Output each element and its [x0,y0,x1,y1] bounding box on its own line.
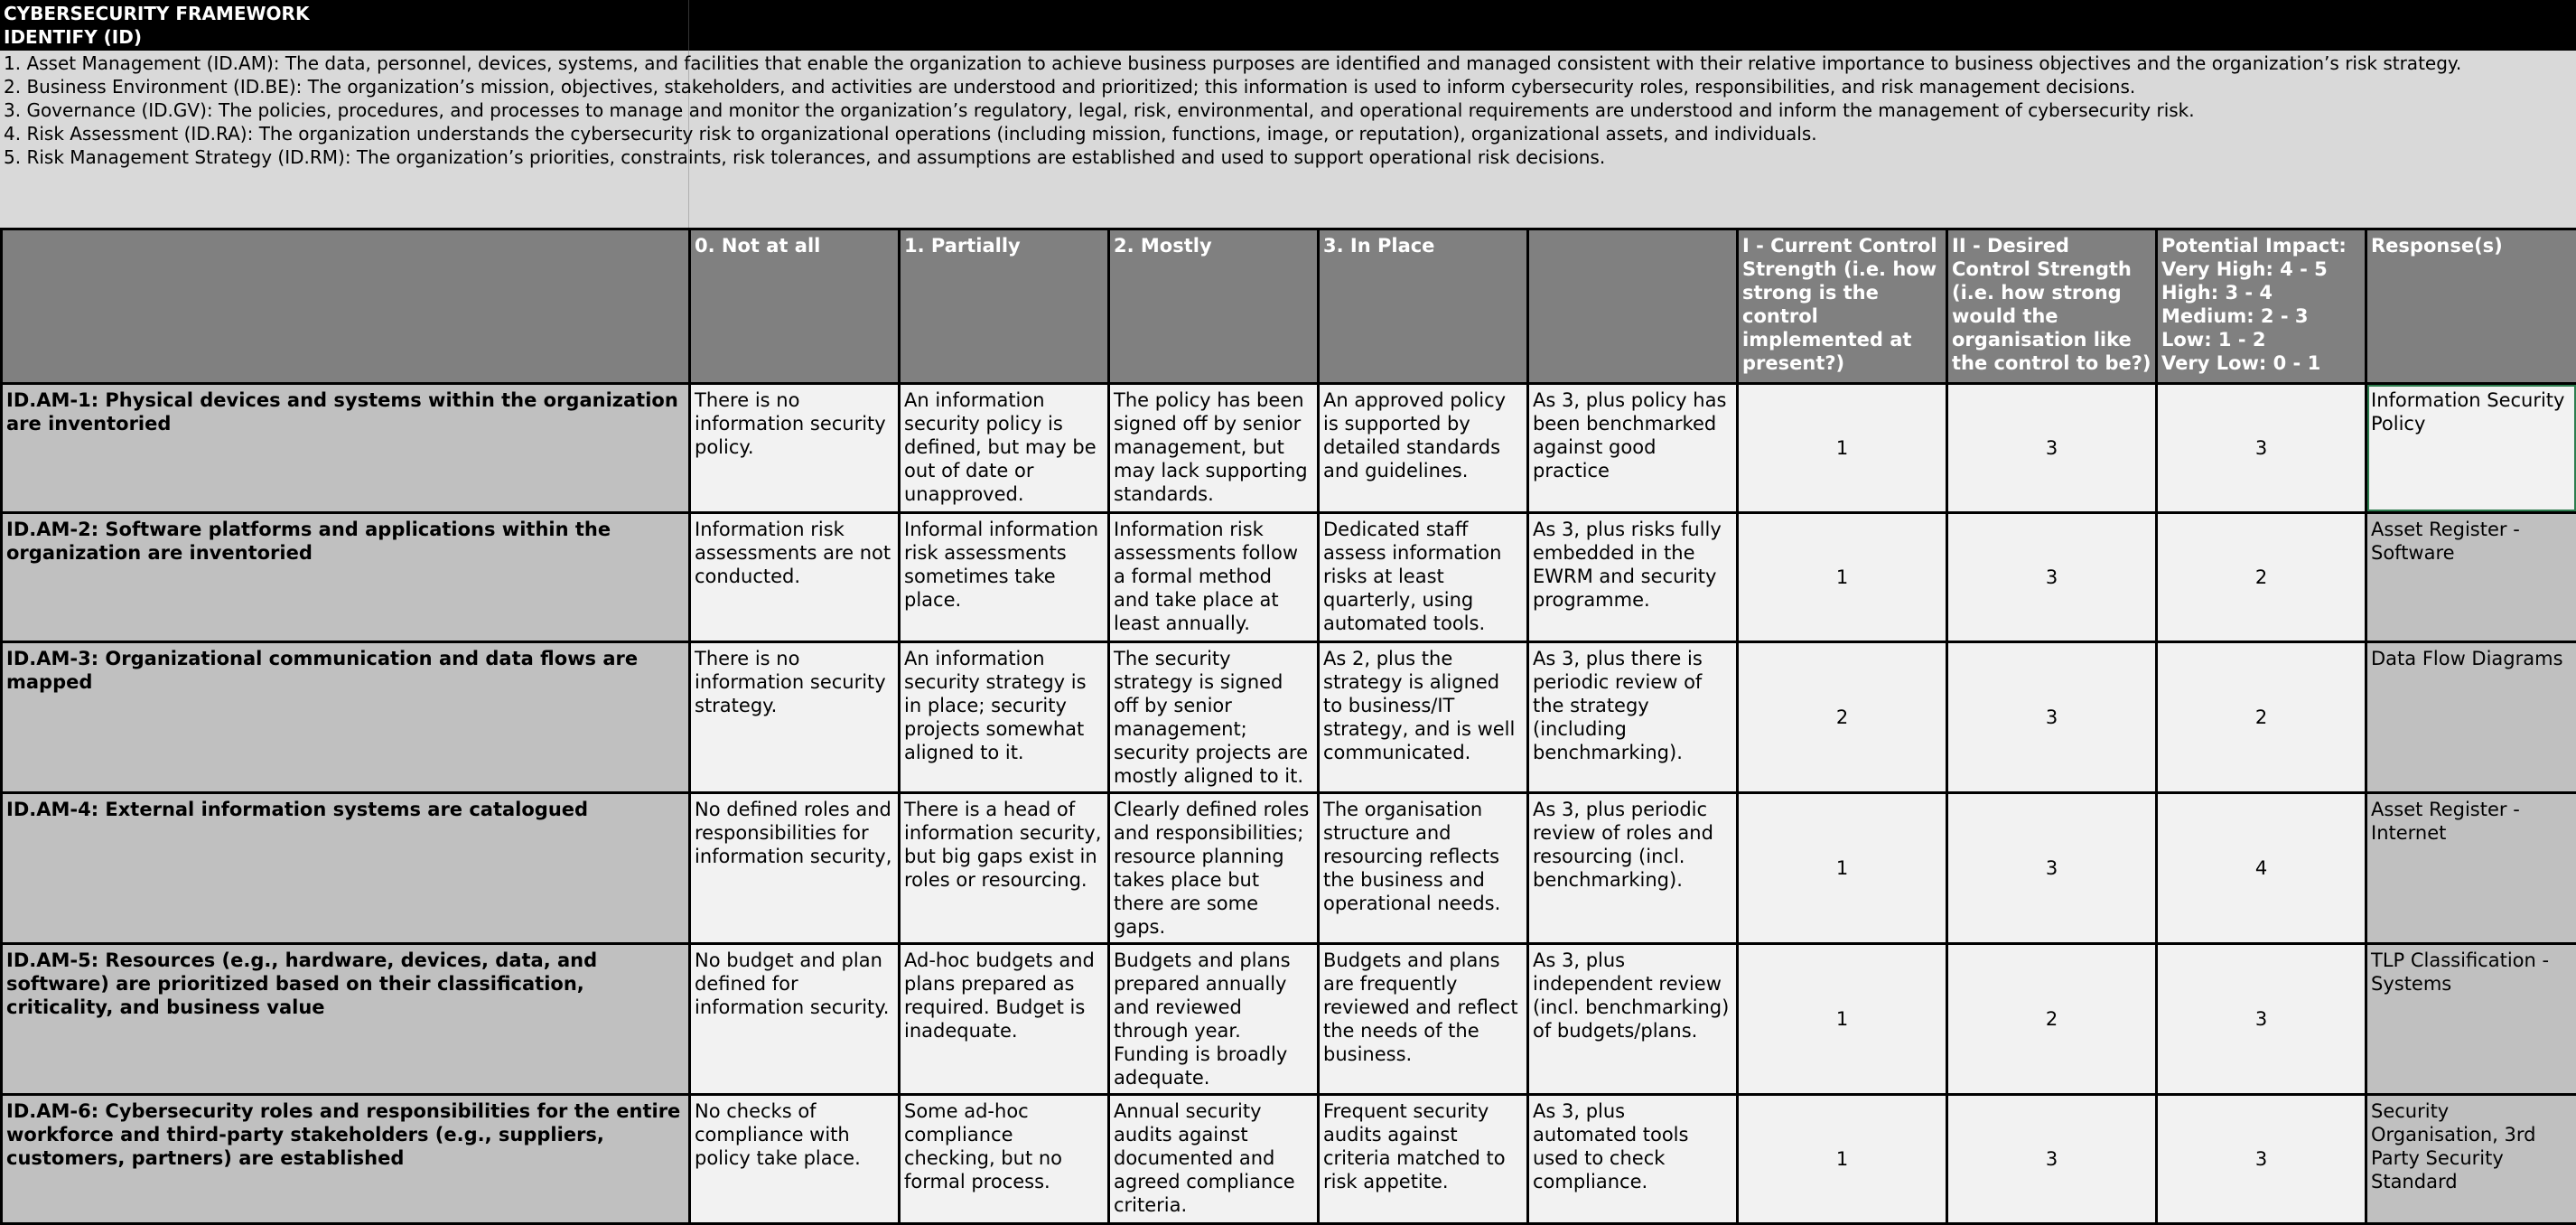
current-strength-cell[interactable]: 1 [1738,793,1947,944]
potential-impact-cell[interactable]: 2 [2157,513,2366,642]
desired-strength-cell[interactable]: 3 [1947,793,2157,944]
in-place-cell[interactable]: Dedicated staff assess information risks at least quarterly, using automated tools. [1319,513,1528,642]
mostly-cell[interactable]: The security strategy is signed off by senior management; security projects are mostly aligned to it. [1109,642,1319,793]
impact-legend-very-low: Very Low: 0 - 1 [2161,351,2361,375]
table-row [2,642,2576,793]
table-row [2,1095,2576,1224]
response-cell[interactable]: TLP Classification - Systems [2366,944,2576,1095]
table-row [2,513,2576,642]
beyond-cell[interactable]: As 3, plus independent review (incl. benchmarking) of budgets/plans. [1528,944,1738,1095]
not-at-all-cell[interactable]: Information risk assessments are not conducted. [690,513,900,642]
current-strength-cell[interactable]: 1 [1738,1095,1947,1224]
beyond-cell[interactable]: As 3, plus policy has been benchmarked against good practice [1528,384,1738,513]
current-strength-cell[interactable]: 1 [1738,384,1947,513]
header-potential-impact[interactable] [2157,229,2366,384]
not-at-all-cell[interactable]: No checks of compliance with policy take place. [690,1095,900,1224]
intro-line-governance: 3. Governance (ID.GV): The policies, procedures, and processes to manage and monitor the organization’s regulatory, legal, risk, environmental, and operational requirements are understood and inform the management of cybersecurity risk. [4,99,2195,121]
beyond-cell[interactable]: As 3, plus there is periodic review of the strategy (including benchmarking). [1528,642,1738,793]
framework-title[interactable]: CYBERSECURITY FRAMEWORK [4,3,309,24]
header-row [2,229,2576,384]
function-title[interactable]: IDENTIFY (ID) [4,26,142,48]
intro-line-asset-management: 1. Asset Management (ID.AM): The data, personnel, devices, systems, and facilities that enable the organization to achieve business purposes are identified and managed consistent with their relative importance to business objectives and the organization’s risk strategy. [4,52,2461,74]
potential-impact-cell[interactable]: 3 [2157,1095,2366,1224]
table-row [2,793,2576,944]
desired-strength-cell[interactable]: 3 [1947,642,2157,793]
table-row [2,944,2576,1095]
partially-cell[interactable]: An information security strategy is in place; security projects somewhat aligned to it. [900,642,1109,793]
requirement-cell[interactable]: ID.AM-6: Cybersecurity roles and responsibilities for the entire workforce and third-party stakeholders (e.g., suppliers, customers, partners) are established [2,1095,690,1224]
header-not-at-all[interactable]: 0. Not at all [690,229,900,384]
desired-strength-cell[interactable]: 3 [1947,384,2157,513]
mostly-cell[interactable]: Clearly defined roles and responsibilities; resource planning takes place but there are some gaps. [1109,793,1319,944]
response-cell[interactable]: Data Flow Diagrams [2366,642,2576,793]
current-strength-cell[interactable]: 1 [1738,944,1947,1095]
header-desired-strength[interactable]: II - Desired Control Strength (i.e. how strong would the organisation like the control to be?) [1947,229,2157,384]
not-at-all-cell[interactable]: No defined roles and responsibilities for information security, [690,793,900,944]
cell-gridline [688,0,689,51]
partially-cell[interactable]: An information security policy is defined, but may be out of date or unapproved. [900,384,1109,513]
header-requirement[interactable] [2,229,690,384]
requirement-cell[interactable]: ID.AM-3: Organizational communication and data flows are mapped [2,642,690,793]
maturity-table [0,228,2576,1225]
partially-cell[interactable]: Some ad-hoc compliance checking, but no formal process. [900,1095,1109,1224]
impact-legend-medium: Medium: 2 - 3 [2161,304,2361,328]
category-descriptions[interactable] [0,51,2576,229]
beyond-cell[interactable]: As 3, plus risks fully embedded in the EWRM and security programme. [1528,513,1738,642]
table-row [2,384,2576,513]
in-place-cell[interactable]: As 2, plus the strategy is aligned to business/IT strategy, and is well communicated. [1319,642,1528,793]
not-at-all-cell[interactable]: No budget and plan defined for information security. [690,944,900,1095]
desired-strength-cell[interactable]: 3 [1947,1095,2157,1224]
beyond-cell[interactable]: As 3, plus automated tools used to check compliance. [1528,1095,1738,1224]
in-place-cell[interactable]: An approved policy is supported by detailed standards and guidelines. [1319,384,1528,513]
intro-line-business-environment: 2. Business Environment (ID.BE): The organization’s mission, objectives, stakeholders, and activities are understood and prioritized; this information is used to inform cybersecurity roles, responsibilities, and risk management decisions. [4,76,2135,98]
current-strength-cell[interactable]: 1 [1738,513,1947,642]
potential-impact-cell[interactable]: 3 [2157,944,2366,1095]
response-cell[interactable]: Security Organisation, 3rd Party Security Standard [2366,1095,2576,1224]
header-in-place[interactable]: 3. In Place [1319,229,1528,384]
mostly-cell[interactable]: Annual security audits against documented and agreed compliance criteria. [1109,1095,1319,1224]
partially-cell[interactable]: Informal information risk assessments sometimes take place. [900,513,1109,642]
header-responses[interactable]: Response(s) [2366,229,2576,384]
current-strength-cell[interactable]: 2 [1738,642,1947,793]
header-mostly[interactable]: 2. Mostly [1109,229,1319,384]
requirement-cell[interactable]: ID.AM-1: Physical devices and systems within the organization are inventoried [2,384,690,513]
intro-line-risk-management-strategy: 5. Risk Management Strategy (ID.RM): The organization’s priorities, constraints, risk tolerances, and assumptions are established and used to support operational risk decisions. [4,146,1605,168]
requirement-cell[interactable]: ID.AM-5: Resources (e.g., hardware, devices, data, and software) are prioritized based on their classification, criticality, and business value [2,944,690,1095]
requirement-cell[interactable]: ID.AM-2: Software platforms and applications within the organization are inventoried [2,513,690,642]
response-cell-selected[interactable]: Information Security Policy [2366,384,2576,513]
intro-line-risk-assessment: 4. Risk Assessment (ID.RA): The organization understands the cybersecurity risk to organizational operations (including mission, functions, image, or reputation), organizational assets, and individuals. [4,123,1817,145]
in-place-cell[interactable]: The organisation structure and resourcing reflects the business and operational needs. [1319,793,1528,944]
title-bar [0,0,2576,51]
potential-impact-cell[interactable]: 3 [2157,384,2366,513]
not-at-all-cell[interactable]: There is no information security strategy. [690,642,900,793]
header-current-strength[interactable]: I - Current Control Strength (i.e. how strong is the control implemented at present?) [1738,229,1947,384]
header-beyond[interactable] [1528,229,1738,384]
in-place-cell[interactable]: Budgets and plans are frequently reviewed and reflect the needs of the business. [1319,944,1528,1095]
partially-cell[interactable]: Ad-hoc budgets and plans prepared as required. Budget is inadequate. [900,944,1109,1095]
mostly-cell[interactable]: Budgets and plans prepared annually and reviewed through year. Funding is broadly adequate. [1109,944,1319,1095]
potential-impact-cell[interactable]: 4 [2157,793,2366,944]
desired-strength-cell[interactable]: 2 [1947,944,2157,1095]
mostly-cell[interactable]: The policy has been signed off by senior management, but may lack supporting standards. [1109,384,1319,513]
impact-legend-high: High: 3 - 4 [2161,281,2361,304]
mostly-cell[interactable]: Information risk assessments follow a formal method and take place at least annually. [1109,513,1319,642]
potential-impact-cell[interactable]: 2 [2157,642,2366,793]
response-cell[interactable]: Asset Register - Internet [2366,793,2576,944]
beyond-cell[interactable]: As 3, plus periodic review of roles and resourcing (incl. benchmarking). [1528,793,1738,944]
requirement-cell[interactable]: ID.AM-4: External information systems are catalogued [2,793,690,944]
impact-legend-low: Low: 1 - 2 [2161,328,2361,351]
partially-cell[interactable]: There is a head of information security, but big gaps exist in roles or resourcing. [900,793,1109,944]
impact-legend-title: Potential Impact: [2161,234,2361,257]
not-at-all-cell[interactable]: There is no information security policy. [690,384,900,513]
desired-strength-cell[interactable]: 3 [1947,513,2157,642]
response-cell[interactable]: Asset Register - Software [2366,513,2576,642]
in-place-cell[interactable]: Frequent security audits against criteria matched to risk appetite. [1319,1095,1528,1224]
impact-legend-very-high: Very High: 4 - 5 [2161,257,2361,281]
header-partially[interactable]: 1. Partially [900,229,1109,384]
